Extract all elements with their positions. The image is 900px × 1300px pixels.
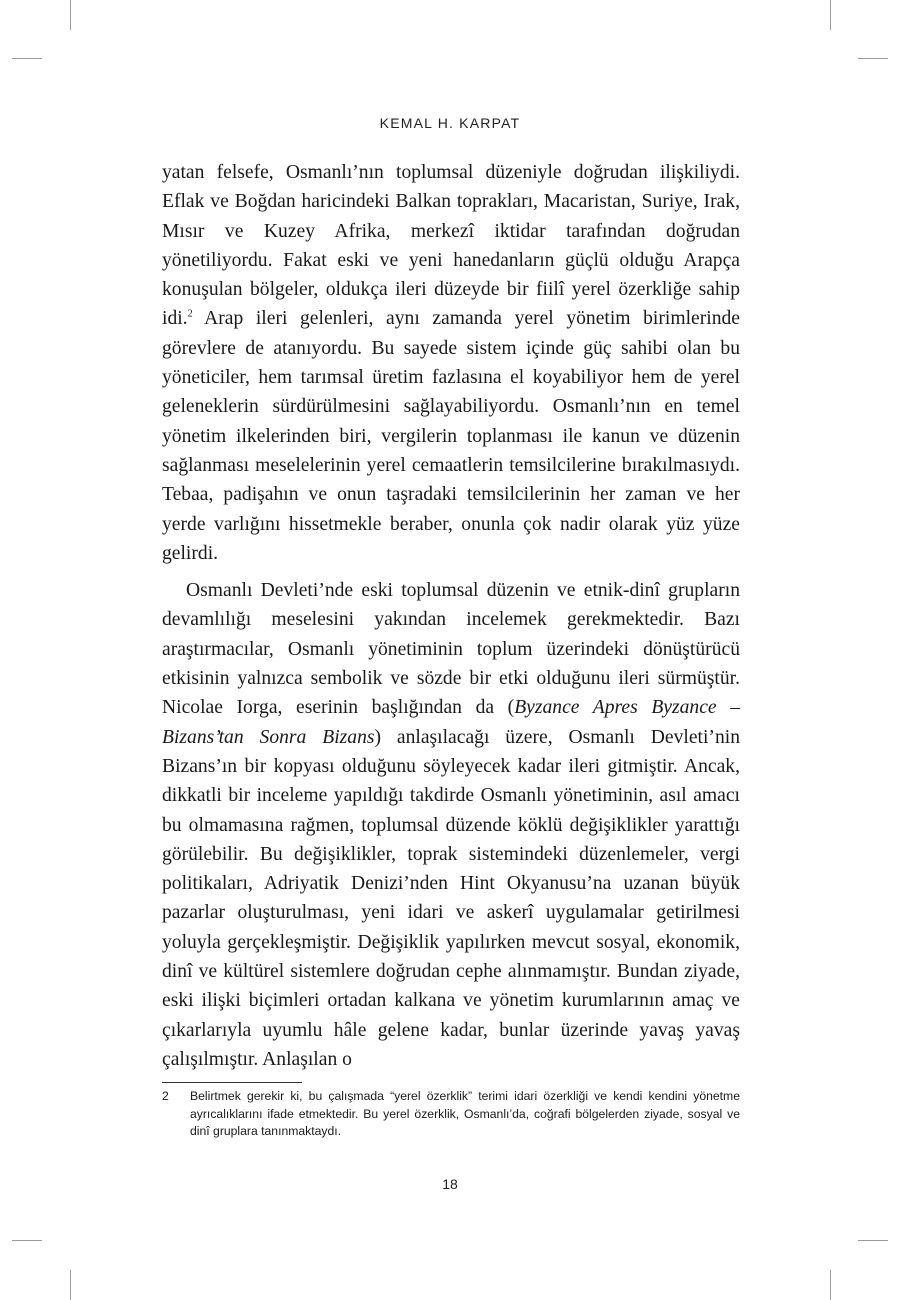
paragraph-1 — [162, 158, 740, 568]
crop-mark — [830, 0, 831, 30]
paragraph-2-text-a: Osmanlı Devleti’nde eski toplumsal düzenin ve etnik-dinî grupların devamlılığı meselesini yakından incelemek gerekmektedir. Bazı araştırmacılar, Osmanlı yönetiminin toplum üzerindeki dönüştürücü etkisinin yalnızca sembolik ve sözde bir etki olduğunu ileri sürmüştür. Nicolae Iorga, eserinin başlığından da ( — [162, 580, 740, 719]
paragraph-1-text-a: yatan felsefe, Osmanlı’nın toplumsal düzeniyle doğrudan ilişkiliydi. Eflak ve Boğdan haricindeki Balkan toprakları, Macaristan, Suriye, Irak, Mısır ve Kuzey Afrika, merkezî iktidar tarafından doğrudan yönetiliyordu. Fakat eski ve yeni hanedanların güçlü olduğu Arapça konuşulan bölgeler, oldukça ileri düzeyde bir fiilî yerel özerkliğe sahip idi. — [162, 162, 740, 330]
paragraph-2-text-b: ) anlaşılacağı üzere, Osmanlı Devleti’nin Bizans’ın bir kopyası olduğunu söyleyecek kadar ileri gitmiştir. Ancak, dikkatli bir inceleme yapıldığı takdirde Osmanlı yönetiminin, asıl amacı bu olmamasına rağmen, toplumsal düzende köklü değişiklikler yarattığı görülebilir. Bu değişiklikler, toprak sistemindeki düzenlemeler, vergi politikaları, Adriyatik Denizi’nden Hint Okyanusu’na uzanan büyük pazarlar oluşturulması, yeni idari ve askerî uygulamalar getirilmesi yoluyla gerçekleşmiştir. Değişiklik yapılırken mevcut sosyal, ekonomik, dinî ve kültürel sistemlere doğrudan cephe alınmamıştır. Bundan ziyade, eski ilişki biçimleri ortadan kalkana ve yönetim kurumlarının amaç ve çıkarlarıyla uyumlu hâle gelene kadar, bunlar üzerinde yavaş yavaş çalışılmıştır. Anlaşılan o — [162, 726, 740, 1070]
paragraph-2 — [162, 576, 740, 1074]
crop-mark — [858, 58, 888, 59]
footnote-reference: 2 — [187, 308, 193, 320]
paragraph-1-text-b: Arap ileri gelenleri, aynı zamanda yerel yönetim birimlerinde görevlere de atanıyordu. Bu sayede sistem içinde güç sahibi olan bu yöneticiler, hem tarımsal üretim fazlasına el koyabiliyor hem de yerel geleneklerin sürdürülmesini sağlayabiliyordu. Osmanlı’nın en temel yönetim ilkelerinden biri, vergilerin toplanması ile kanun ve düzenin sağlanması meselelerinin yerel cemaatlerin temsilcilerine bırakılmasıydı. Tebaa, padişahın ve onun taşradaki temsilcilerinin her zaman ve her yerde varlığını hissetmekle beraber, onunla çok nadir olarak yüz yüze gelirdi. — [162, 308, 740, 564]
crop-mark — [858, 1240, 888, 1241]
page-number: 18 — [442, 1176, 458, 1192]
footnote-text: Belirtmek gerekir ki, bu çalışmada “yerel özerklik” terimi idari özerkliği ve kendi kendini yönetme ayrıcalıklarını ifade etmektedir. Bu yerel özerklik, Osmanlı’da, coğrafi bölgelerden ziyade, sosyal ve dinî gruplara tanınmaktaydı. — [190, 1089, 740, 1138]
body-text — [162, 158, 740, 1074]
footnote-rule — [162, 1082, 302, 1083]
crop-mark — [12, 1240, 42, 1241]
crop-mark — [830, 1270, 831, 1300]
footnote-number: 2 — [162, 1089, 169, 1103]
crop-mark — [12, 58, 42, 59]
footnote — [162, 1088, 740, 1141]
crop-mark — [70, 0, 71, 30]
book-title: Byzance Apres Byzance – Bizans’tan Sonra Bizans — [162, 697, 740, 748]
running-head: KEMAL H. KARPAT — [379, 115, 521, 131]
crop-mark — [70, 1270, 71, 1300]
